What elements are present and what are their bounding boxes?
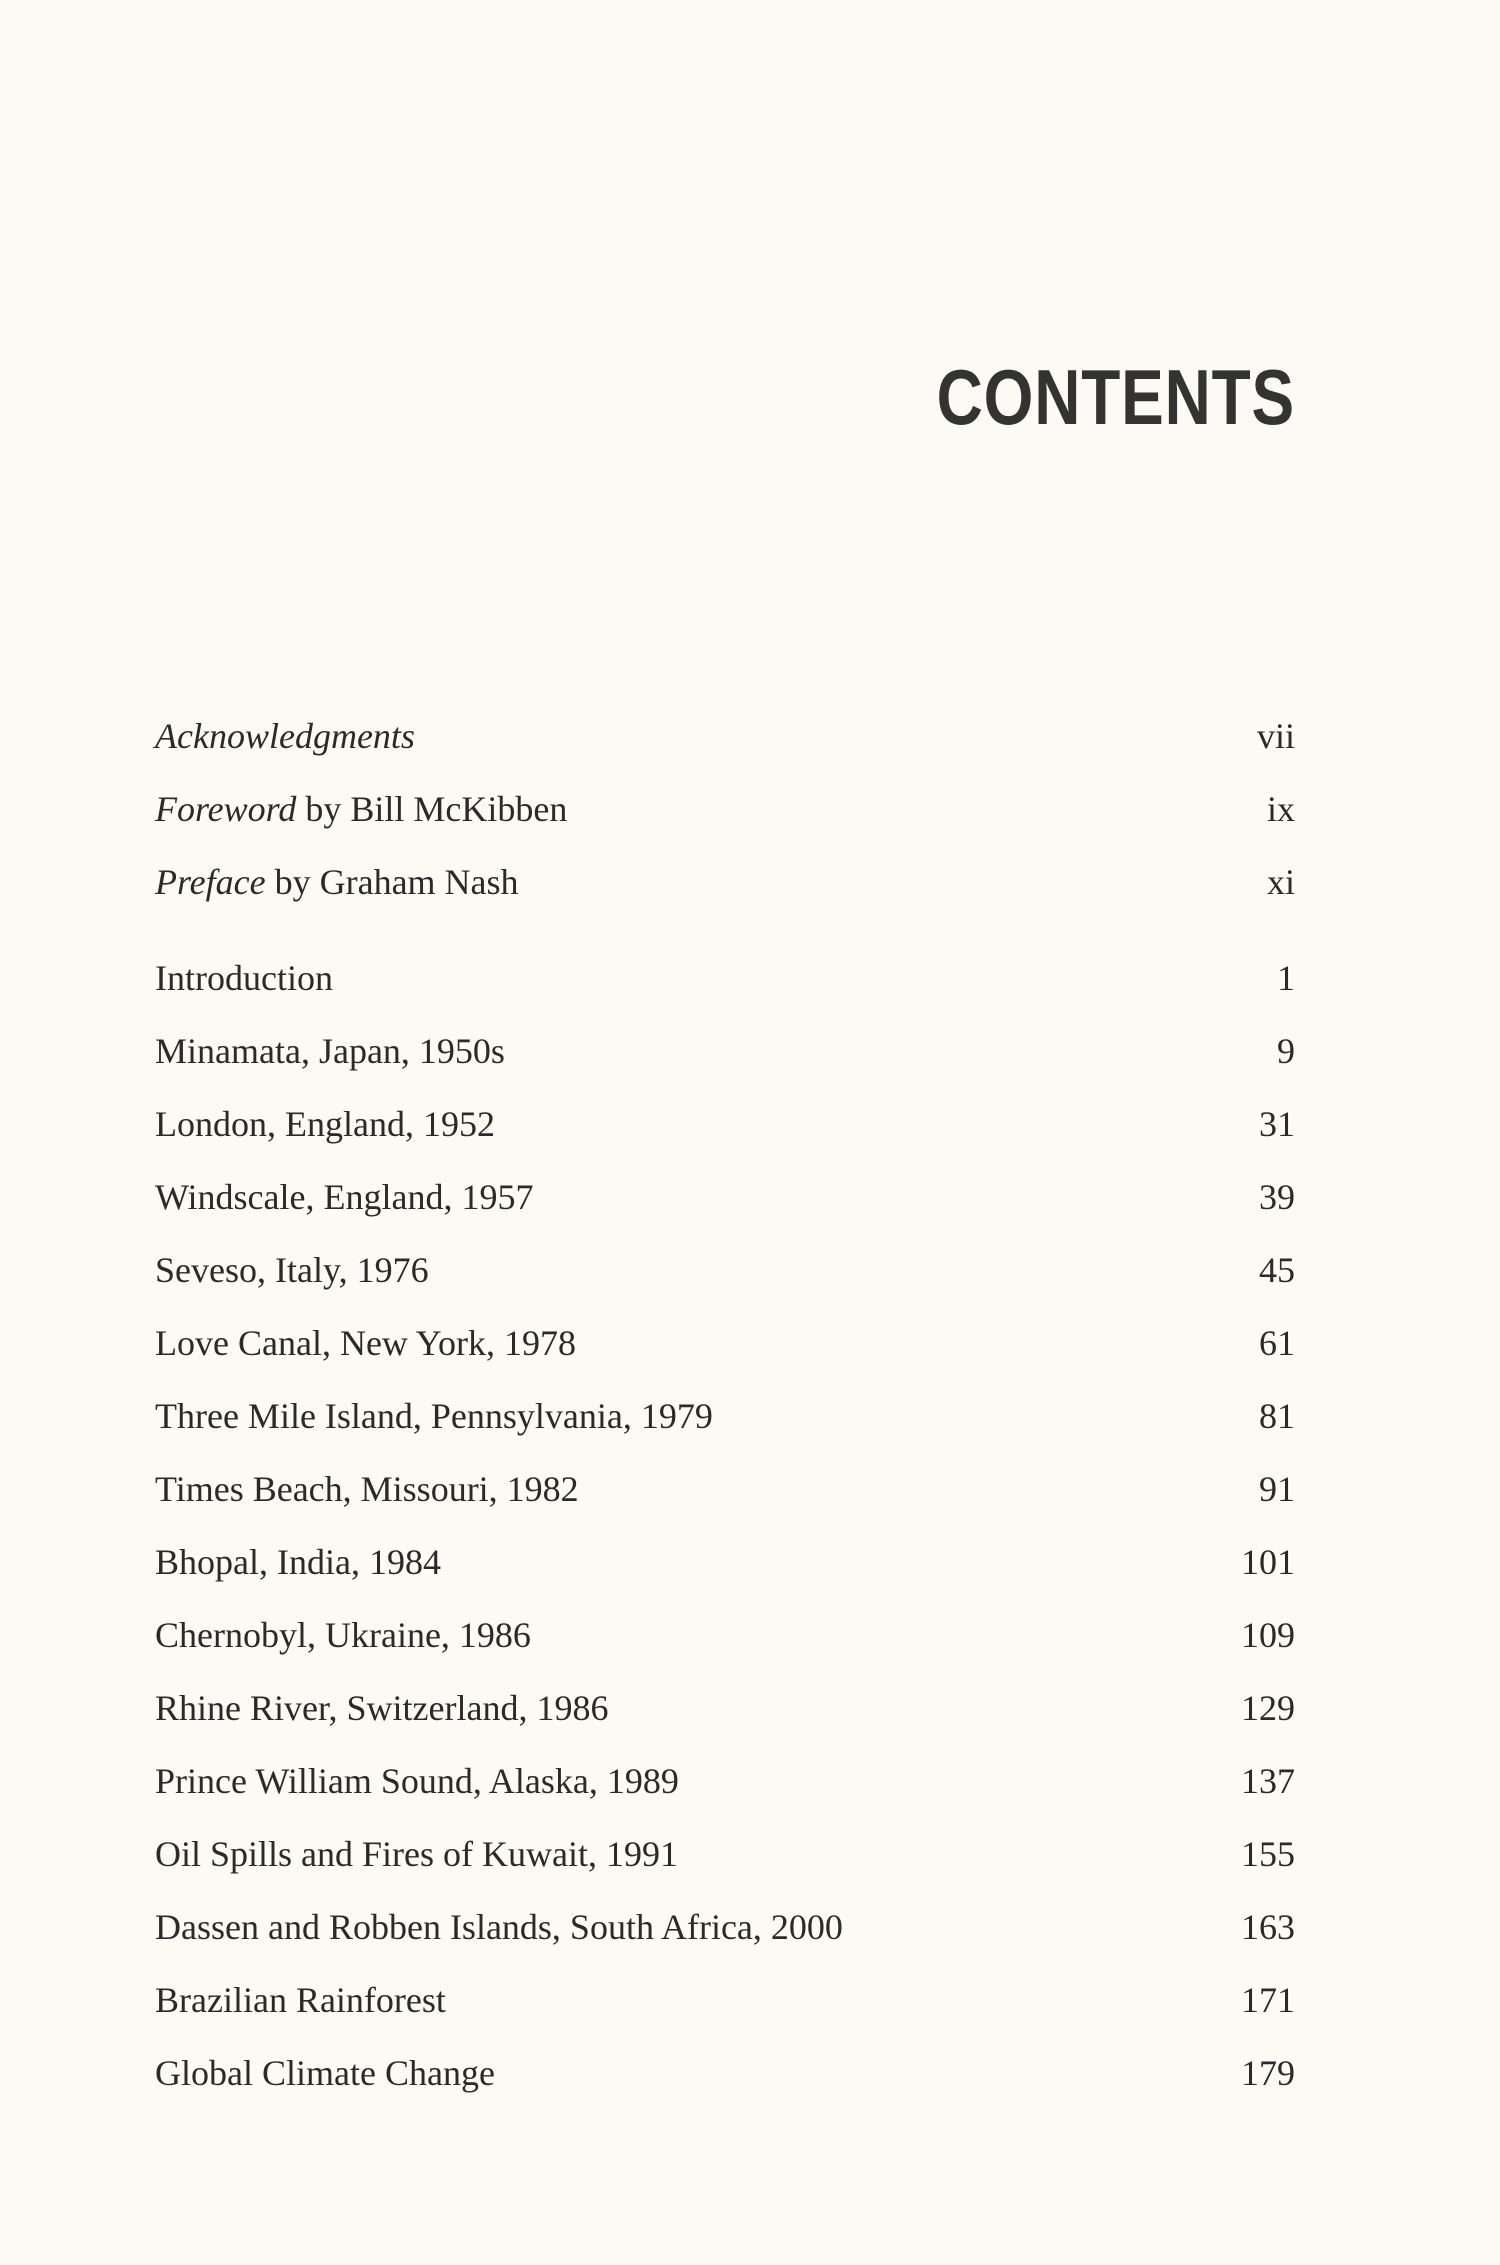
toc-entry-title: Windscale, England, 1957 <box>155 1177 534 1217</box>
toc-entry-page: 91 <box>1259 1469 1295 1509</box>
toc-entry-title: Prince William Sound, Alaska, 1989 <box>155 1761 679 1801</box>
toc-entry[interactable] <box>155 1745 1295 1818</box>
toc-entry-page: 171 <box>1241 1980 1295 2020</box>
toc-entry-title: Preface by Graham Nash <box>155 862 519 902</box>
toc-entry-preface[interactable] <box>155 846 1295 919</box>
page-title: CONTENTS <box>936 353 1295 441</box>
toc-entry[interactable] <box>155 1526 1295 1599</box>
toc-entry[interactable] <box>155 1307 1295 1380</box>
toc-entry-title: Introduction <box>155 958 333 998</box>
toc-entry-page: 137 <box>1241 1761 1295 1801</box>
toc-entry[interactable] <box>155 1672 1295 1745</box>
toc-entry-page: vii <box>1256 716 1295 756</box>
toc-entry-acknowledgments[interactable] <box>155 700 1295 773</box>
toc-entry-title: Rhine River, Switzerland, 1986 <box>155 1688 609 1728</box>
toc-entry[interactable] <box>155 1161 1295 1234</box>
toc-entry[interactable] <box>155 942 1295 1015</box>
toc-entry-title: Bhopal, India, 1984 <box>155 1542 441 1582</box>
toc-entry[interactable] <box>155 2037 1295 2110</box>
toc-entry-page: 129 <box>1241 1688 1295 1728</box>
toc-entry-title: Love Canal, New York, 1978 <box>155 1323 576 1363</box>
toc-entry-page: 39 <box>1259 1177 1295 1217</box>
toc-entry-title: London, England, 1952 <box>155 1104 495 1144</box>
toc-entry-page: 1 <box>1277 958 1295 998</box>
toc-entry-title: Dassen and Robben Islands, South Africa, 2000 <box>155 1907 843 1947</box>
toc-entry[interactable] <box>155 1088 1295 1161</box>
toc-entry-foreword[interactable] <box>155 773 1295 846</box>
toc-entry-page: 81 <box>1259 1396 1295 1436</box>
toc-entry[interactable] <box>155 1453 1295 1526</box>
toc-entry-page: 101 <box>1241 1542 1295 1582</box>
toc-entry-page: 9 <box>1277 1031 1295 1071</box>
toc-entry[interactable] <box>155 1818 1295 1891</box>
toc-entry[interactable] <box>155 1015 1295 1088</box>
toc-entry[interactable] <box>155 1234 1295 1307</box>
toc-entry-page: 155 <box>1241 1834 1295 1874</box>
toc-entry-title: Three Mile Island, Pennsylvania, 1979 <box>155 1396 713 1436</box>
toc-entry[interactable] <box>155 1380 1295 1453</box>
toc-entry[interactable] <box>155 1964 1295 2037</box>
toc-entry-page: ix <box>1266 789 1295 829</box>
section-gap <box>155 919 1295 942</box>
toc-entry-title: Oil Spills and Fires of Kuwait, 1991 <box>155 1834 678 1874</box>
toc-entry-title: Foreword by Bill McKibben <box>155 789 568 829</box>
toc-entry-title: Seveso, Italy, 1976 <box>155 1250 429 1290</box>
toc-entry-page: 45 <box>1259 1250 1295 1290</box>
toc-entry-page: 179 <box>1241 2053 1295 2093</box>
toc-entry-title: Minamata, Japan, 1950s <box>155 1031 505 1071</box>
toc-entry-page: 61 <box>1259 1323 1295 1363</box>
toc-entry-title: Global Climate Change <box>155 2053 495 2093</box>
toc-entry-title: Times Beach, Missouri, 1982 <box>155 1469 579 1509</box>
toc-entry-title: Chernobyl, Ukraine, 1986 <box>155 1615 531 1655</box>
toc-entry-title: Brazilian Rainforest <box>155 1980 446 2020</box>
toc-entry[interactable] <box>155 1599 1295 1672</box>
toc-entry-page: 163 <box>1241 1907 1295 1947</box>
toc-entry-title: Acknowledgments <box>155 716 415 756</box>
toc-entry-page: xi <box>1266 862 1295 902</box>
toc-entry-page: 31 <box>1259 1104 1295 1144</box>
table-of-contents <box>155 700 1295 2110</box>
toc-entry-page: 109 <box>1241 1615 1295 1655</box>
toc-entry[interactable] <box>155 1891 1295 1964</box>
